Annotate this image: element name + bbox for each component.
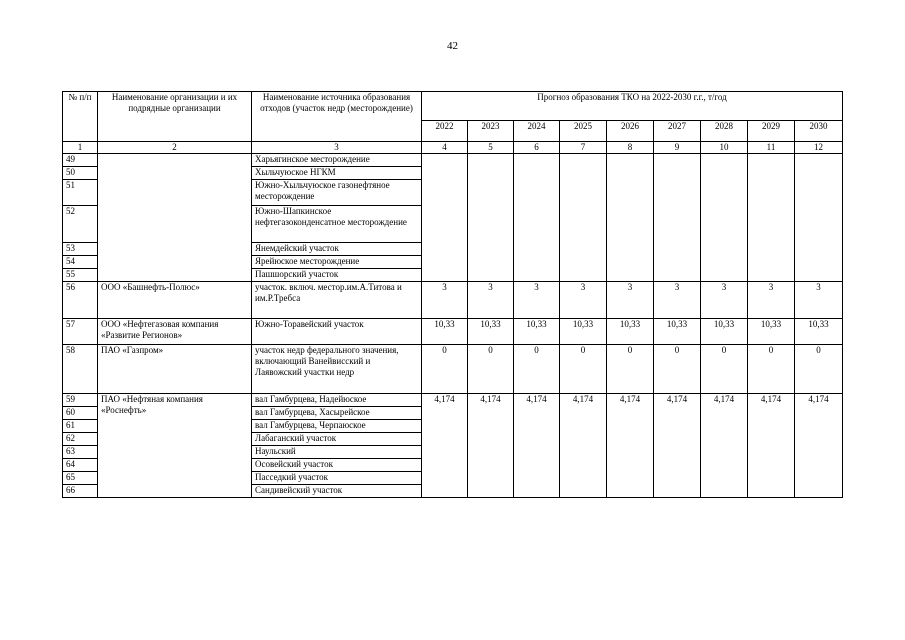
header-organization: Наименование организации и их подрядные организации	[98, 92, 252, 142]
value-cell: 0	[468, 345, 514, 394]
organization-cell: ПАО «Газпром»	[98, 345, 252, 394]
row-number: 54	[63, 256, 98, 269]
source-cell: вал Гамбурцева, Черпаюское	[252, 420, 422, 433]
column-index: 1	[63, 142, 98, 154]
header-year: 2025	[560, 121, 607, 142]
value-cell: 4,174	[795, 394, 843, 498]
value-cell: 4,174	[701, 394, 748, 498]
column-index: 10	[701, 142, 748, 154]
value-cell: 3	[795, 282, 843, 319]
source-cell: Янемдейский участок	[252, 243, 422, 256]
source-cell: Осовейский участок	[252, 459, 422, 472]
row-number: 52	[63, 206, 98, 243]
source-cell: Пашшорский участок	[252, 269, 422, 282]
source-cell: Сандивейский участок	[252, 485, 422, 498]
column-index: 5	[468, 142, 514, 154]
value-cell	[560, 154, 607, 282]
source-cell: Хыльчуюское НГКМ	[252, 167, 422, 180]
organization-cell	[98, 154, 252, 282]
column-index: 6	[514, 142, 560, 154]
header-year: 2023	[468, 121, 514, 142]
value-cell: 0	[654, 345, 701, 394]
value-cell: 4,174	[468, 394, 514, 498]
header-source: Наименование источника образования отходов (участок недр (месторождение)	[252, 92, 422, 142]
value-cell: 3	[514, 282, 560, 319]
value-cell: 3	[607, 282, 654, 319]
value-cell: 0	[607, 345, 654, 394]
table-row	[63, 319, 843, 345]
row-number: 49	[63, 154, 98, 167]
column-index: 8	[607, 142, 654, 154]
row-number: 56	[63, 282, 98, 319]
column-index: 11	[748, 142, 795, 154]
value-cell: 4,174	[514, 394, 560, 498]
table-row	[63, 282, 843, 319]
column-index: 9	[654, 142, 701, 154]
value-cell: 10,33	[654, 319, 701, 345]
table-row	[63, 394, 843, 407]
row-number: 65	[63, 472, 98, 485]
header-year: 2029	[748, 121, 795, 142]
source-cell: участок недр федерального значения, включающий Ванейвисский и Лаявожский участки недр	[252, 345, 422, 394]
value-cell: 3	[748, 282, 795, 319]
value-cell	[607, 154, 654, 282]
value-cell: 3	[654, 282, 701, 319]
value-cell: 0	[560, 345, 607, 394]
value-cell: 3	[560, 282, 607, 319]
row-number: 50	[63, 167, 98, 180]
header-year: 2028	[701, 121, 748, 142]
table-row	[63, 345, 843, 394]
value-cell: 4,174	[654, 394, 701, 498]
header-forecast: Прогноз образования ТКО на 2022-2030 г.г., т/год	[422, 92, 843, 121]
value-cell: 4,174	[748, 394, 795, 498]
value-cell: 4,174	[422, 394, 468, 498]
header-no: № п/п	[63, 92, 98, 142]
organization-cell: ООО «Башнефть-Полюс»	[98, 282, 252, 319]
column-index-row	[63, 142, 843, 154]
header-year: 2027	[654, 121, 701, 142]
value-cell	[514, 154, 560, 282]
source-cell: Ярейюское месторождение	[252, 256, 422, 269]
value-cell: 0	[748, 345, 795, 394]
value-cell: 3	[468, 282, 514, 319]
value-cell: 10,33	[514, 319, 560, 345]
header-year: 2022	[422, 121, 468, 142]
source-cell: Южно-Торавейский участок	[252, 319, 422, 345]
value-cell	[468, 154, 514, 282]
value-cell: 10,33	[795, 319, 843, 345]
row-number: 61	[63, 420, 98, 433]
row-number: 55	[63, 269, 98, 282]
row-number: 57	[63, 319, 98, 345]
source-cell: участок. включ. местор.им.А.Титова и им.Р.Требса	[252, 282, 422, 319]
value-cell	[654, 154, 701, 282]
source-cell: Пасседкий участок	[252, 472, 422, 485]
column-index: 2	[98, 142, 252, 154]
value-cell: 10,33	[701, 319, 748, 345]
organization-cell: ООО «Нефтегазовая компания «Развитие Регионов»	[98, 319, 252, 345]
source-cell: Южно-Хыльчуюское газонефтяное месторождение	[252, 180, 422, 206]
value-cell	[795, 154, 843, 282]
value-cell: 10,33	[748, 319, 795, 345]
row-number: 51	[63, 180, 98, 206]
column-index: 3	[252, 142, 422, 154]
table-row	[63, 154, 843, 167]
row-number: 66	[63, 485, 98, 498]
row-number: 58	[63, 345, 98, 394]
header-year: 2026	[607, 121, 654, 142]
row-number: 63	[63, 446, 98, 459]
value-cell: 0	[701, 345, 748, 394]
value-cell: 0	[795, 345, 843, 394]
value-cell: 10,33	[560, 319, 607, 345]
row-number: 53	[63, 243, 98, 256]
page-number: 42	[447, 40, 458, 52]
value-cell: 0	[514, 345, 560, 394]
header-year: 2030	[795, 121, 843, 142]
value-cell: 10,33	[607, 319, 654, 345]
source-cell: Южно-Шапкинское нефтегазоконденсатное месторождение	[252, 206, 422, 243]
organization-cell: ПАО «Нефтяная компания «Роснефть»	[98, 394, 252, 498]
value-cell: 0	[422, 345, 468, 394]
forecast-table	[62, 91, 843, 498]
source-cell: Лабаганский участок	[252, 433, 422, 446]
column-index: 7	[560, 142, 607, 154]
header-year: 2024	[514, 121, 560, 142]
value-cell	[748, 154, 795, 282]
column-index: 12	[795, 142, 843, 154]
value-cell	[701, 154, 748, 282]
source-cell: вал Гамбурцева, Хасырейское	[252, 407, 422, 420]
value-cell: 4,174	[560, 394, 607, 498]
row-number: 59	[63, 394, 98, 407]
source-cell: Харьягинское месторождение	[252, 154, 422, 167]
value-cell: 10,33	[422, 319, 468, 345]
value-cell	[422, 154, 468, 282]
row-number: 60	[63, 407, 98, 420]
row-number: 62	[63, 433, 98, 446]
row-number: 64	[63, 459, 98, 472]
value-cell: 3	[701, 282, 748, 319]
value-cell: 4,174	[607, 394, 654, 498]
value-cell: 3	[422, 282, 468, 319]
source-cell: вал Гамбурцева, Надейюское	[252, 394, 422, 407]
source-cell: Наульский	[252, 446, 422, 459]
value-cell: 10,33	[468, 319, 514, 345]
column-index: 4	[422, 142, 468, 154]
